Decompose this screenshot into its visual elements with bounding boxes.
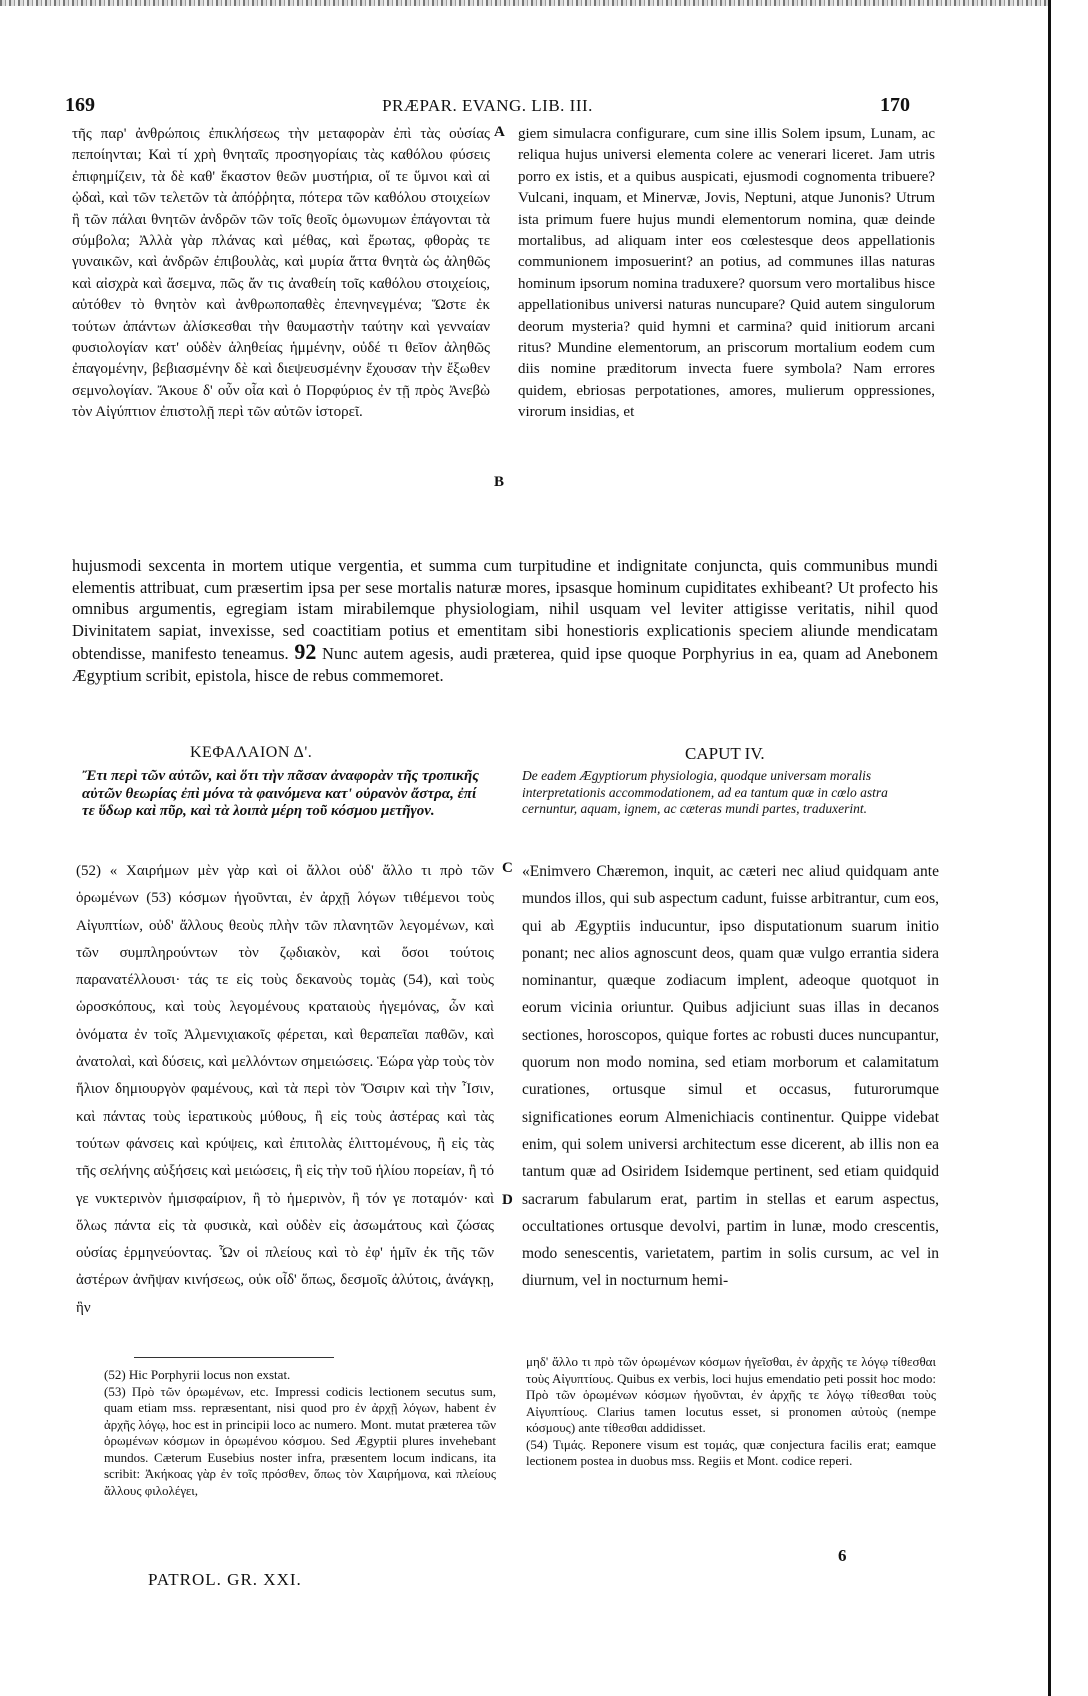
running-title: PRÆPAR. EVANG. LIB. III. (382, 96, 593, 115)
margin-letter-b: B (494, 474, 505, 490)
latin-text-top: giem simulacra configurare, cum sine illis Solem ipsum, Lunam, ac reliqua hujus universi elementa colere ac venerari liceret. Jam utris porro ex istis, et a quibus auspicati, ejusmodi cognomenta tribuere? Vulcani, inquam, et Minervæ, Jovis, Neptuni, atque Junonis? Utrum ista primum fuere hujus mundi elementorum nomina, quæ deinde mortalibus, ad aliquam inter eos cœlestesque deos appellationis communionem imposuerint? an potius, ad communes illas naturas hominum ipsorum nomina traduxere? quorsum vero mortalibus hisce appellationibus universi naturas nuncupare? Quid autem singulorum deorum mysteria? quid hymni et carmina? quid initiorum arcani ritus? Mundine elementorum, an priscorum mortalium eodem cum diis nomine præditorum invecta fuere symbola? Nam errores quidem, ebriosas perpotationes, amores, mulierum oppressiones, virorum insidias, et (518, 126, 935, 421)
full-width-text-before: hujusmodi sexcenta in mortem utique vergentia, et summa cum turpitudine et indignitate conjuncta, quis communibus mundi elementis attribuat, cum præsertim ipsa per sese mortalis naturæ mores, ipsasque hominum cupiditates exhibeant? Ut profecto his omnibus argumentis, egregiam istam mirabilemque physiologiam, nihil usquam vel leviter attigisse veritatis, nihil quod Divinitatem sapiat, invexisse, sed coactitiam potius et ementitam sibi honestioris explicationis speciem aliunde mendicatam obtendisse, manifesto teneamus. (72, 556, 938, 664)
latin-column-bottom (522, 858, 939, 1295)
marginal-column-number: 92 (294, 639, 317, 665)
footnotes-right (526, 1354, 936, 1470)
greek-column-top (72, 124, 490, 424)
left-page-number: 169 (65, 94, 95, 116)
latin-text-bottom: «Enimvero Chæremon, inquit, ac cæteri nec aliud quidquam ante mundos illos, qui sub aspectum cadunt, fuisse arbitrantur, cum eos, qui ab Ægyptiis inducuntur, ipso disputationum suarum initio ponant; nec alios agnoscunt deos, quam quæ vulgo errantia sidera nominantur, quæque zodiacum implent, adeoque quotquot in eorum vicinia oriuntur. Quibus adjiciunt suas illas in decanos sectiones, horoscopos, quique fortes ac robusti duces nuncupantur, quorum non modo nomina, sed etiam morborum et calamitatum curationes, ortusque simul et occasus, futurorumque significationes eorum Almenichiacis continentur. Quippe videbat enim, qui solem universi architectum esse dicerent, ab illis non ea tantum quæ ad Osiridem Isidemque pertinent, sed etiam quidquid sacrarum fabularum erat, partim in stellas et earum aspectus, occultationes ortusque devolvi, partim in lunæ, modo crescentis, modo senescentis, varietatem, partim in solis cursum, ac vel in diurnum, vel in nocturnum hemi- (522, 863, 939, 1290)
signature-mark: 6 (838, 1546, 847, 1565)
footnote-rule (134, 1357, 334, 1358)
full-width-latin (72, 555, 938, 687)
footnote-53: (53) Πρὸ τῶν ὁρωμένων, etc. Impressi codicis lectionem secutus sum, quam etiam mss. repræsentant, nisi quod pro ἐν ἀρχῇ λόγων, habent ἐν ἀρχῆς λόγῳ, hoc est in principii loco ac numero. Mont. mutat præterea τῶν ὁρωμένων κόσμων in ὁρωμένου κόσμου. Sed Ægyptii plures invehebant mundos. Cæterum Eusebius noster infra, præsentem locum indicans, ita scribit: Ἀκήκοας γὰρ ἐν τοῖς πρόσθεν, ὅπως τὸν Χαιρήμονα, καὶ πλείους ἄλλους φιλολέγει, (104, 1383, 496, 1498)
footnote-53-continued: μηδ' ἄλλο τι πρὸ τῶν ὁρωμένων κόσμων ἡγεῖσθαι, ἐν ἀρχῆς τε λόγῳ τίθεσθαι τοὺς Αἰγυπτίους. Quibus ex verbis, loci hujus emendatio peti possit hoc modo: Πρὸ τῶν ὁρωμένων κόσμων ἡγοῦνται, ἐν ἀρχῆς τε λόγῳ τίθεσθαι τοὺς Αἰγυπτίους. Clarius tamen locutus esset, si pronomen αὐτοὺς (nempe κόσμους) ante τίθεσθαι addidisset. (526, 1354, 936, 1435)
latin-column-top (518, 124, 935, 424)
greek-text-top: τῆς παρ' ἀνθρώποις ἐπικλήσεως τὴν μεταφορὰν ἐπὶ τὰς οὐσίας πεποίηνται; Καὶ τί χρὴ θνηταῖς προσηγορίαις τὰς καθόλου φύσεις ἐπιφημίζειν, τὰ δὲ καθ' ἕκαστον θεῶν μυστήρια, οἵ τε ὕμνοι καὶ αἱ ᾠδαὶ, καὶ τῶν τελετῶν τὰ ἀπόῤῥητα, πότερα τῶν καθόλου στοιχείων ἢ τῶν πάλαι θνητῶν ἀνδρῶν τῶν τοῖς θεοῖς ὁμωνυμων ἐπάγονται τὰ σύμβολα; Ἀλλὰ γὰρ πλάνας καὶ μέθας, καὶ ἔρωτας, φθορὰς τε γυναικῶν, καὶ ἀνδρῶν ἐπιβουλὰς, καὶ μυρία ἅττα θνητὰ ὡς ἀληθῶς καὶ αἰσχρὰ καὶ ἄσεμνα, πῶς ἄν τις ἀναθείη τοῖς καθόλου στοιχείοις, αὐτόθεν τὸ θνητὸν καὶ ἀνθρωποπαθὲς ἐπενηνεγμένα; Ὥστε ἐκ τούτων ἁπάντων ἀλίσκεσθαι τὴν θαυμαστὴν ταύτην καὶ γενναίαν φυσιολογίαν κατ' οὐδὲν ἀληθείας ἡμμένην, οὐδέ τι θεῖον ἀληθῶς ἐπαγομένην, βεβιασμένην δὲ καὶ διεψευσμένην ἔχουσαν τὴν ἔξωθεν σεμνολογίαν. Ἄκουε δ' οὖν οἷα καὶ ὁ Πορφύριος ἐν τῇ πρὸς Ἀνεβὼ τὸν Αἰγύπτιον ἐπιστολῇ περὶ τῶν αὐτῶν ἱστορεῖ. (72, 126, 490, 421)
footnote-52: (52) Hic Porphyrii locus non exstat. (104, 1367, 291, 1382)
full-width-text-after: Nunc autem agesis, audi præterea, quid ipse quoque Porphyrius in ea, quam ad Anebonem Ægyptium scribit, epistola, hisce de rebus commemoret. (72, 644, 938, 685)
margin-letter-d: D (502, 1192, 513, 1208)
latin-chapter-summary: De eadem Ægyptiorum physiologia, quodque universam moralis interpretationis accommodationem, ad ea tantum quæ in cœlo astra cernuntur, aquam, ignem, ac cæteras mundi partes, traduxerint. (522, 768, 888, 816)
scan-edge-rule (1048, 0, 1051, 1696)
footnotes-left (104, 1367, 496, 1499)
margin-letter-a: A (494, 124, 505, 140)
greek-text-bottom: (52) « Χαιρήμων μὲν γὰρ καὶ οἱ ἄλλοι οὐδ' ἄλλο τι πρὸ τῶν ὁρωμένων (53) κόσμων ἡγοῦνται, ἐν ἀρχῇ λόγων τιθέμενοι τοὺς Αἰγυπτίων, οὐδ' ἄλλους θεοὺς πλὴν τῶν πλανητῶν λεγομένων, καὶ τῶν συμπληρούντων τὸν ζῳδιακὸν, καὶ ὅσοι τούτοις παρανατέλλουσι· τάς τε εἰς τοὺς δεκανοὺς τομὰς (54), καὶ τοὺς ὡροσκόπους, καὶ τοὺς λεγομένους κραταιοὺς ἡγεμόνας, ὧν καὶ ὀνόματα ἐν τοῖς Ἀλμενιχιακοῖς φέρεται, καὶ θεραπεῖαι παθῶν, καὶ ἀνατολαὶ, καὶ δύσεις, καὶ μελλόντων σημειώσεις. Ἑώρα γὰρ τοὺς τὸν ἥλιον δημιουργὸν φαμένους, καὶ τὰ περὶ τὸν Ὄσιριν καὶ τὴν Ἶσιν, καὶ πάντας τοὺς ἱερατικοὺς μύθους, ἢ εἰς τοὺς ἀστέρας καὶ τὰς τούτων φάνσεις καὶ κρύψεις, καὶ ἐπιτολὰς ἑλιττομένους, ἢ εἰς τὰς τῆς σελήνης αὐξήσεις καὶ μειώσεις, ἢ εἰς τὴν τοῦ ἡλίου πορείαν, ἢ τό γε νυκτερινὸν ἡμισφαίριον, ἢ τὸ ἡμερινὸν, ἢ τόν γε ποταμόν· καὶ ὅλως πάντα εἰς τὰ φυσικὰ, καὶ οὐδὲν εἰς ἀσωμάτους καὶ ζώσας οὐσίας ἑρμηνεύοντας. Ὧν οἱ πλείους καὶ τὸ ἐφ' ἡμῖν ἐκ τῆς τῶν ἀστέρων ἀνῆψαν κινήσεως, οὐκ οἶδ' ὅπως, δεσμοῖς ἀλύτοις, ἀνάγκῃ, ἣν (76, 863, 494, 1316)
margin-letter-c: C (502, 860, 513, 876)
greek-chapter-heading: ΚΕΦΑΛΑΙΟΝ Δ'. (190, 744, 313, 761)
right-page-number: 170 (880, 94, 910, 116)
running-header (65, 94, 910, 120)
latin-chapter-heading: CAPUT IV. (685, 744, 765, 763)
scan-top-strip (0, 0, 1048, 6)
series-footer: PATROL. GR. XXI. (148, 1570, 302, 1589)
greek-column-bottom (76, 858, 494, 1322)
greek-chapter-summary: Ἔτι περὶ τῶν αὐτῶν, καὶ ὅτι τὴν πᾶσαν ἀναφορὰν τῆς τροπικῆς αὐτῶν θεωρίας ἐπὶ μόνα τὰ φαινόμενα κατ' οὐρανὸν ἄστρα, ἐπί τε ὕδωρ καὶ πῦρ, καὶ τὰ λοιπὰ μέρη τοῦ κόσμου μετῆγον. (82, 768, 479, 819)
footnote-54: (54) Τιμάς. Reponere visum est τομάς, quæ conjectura facilis erat; eamque lectionem postea in duobus mss. Regiis et Mont. codice reperi. (526, 1436, 936, 1468)
